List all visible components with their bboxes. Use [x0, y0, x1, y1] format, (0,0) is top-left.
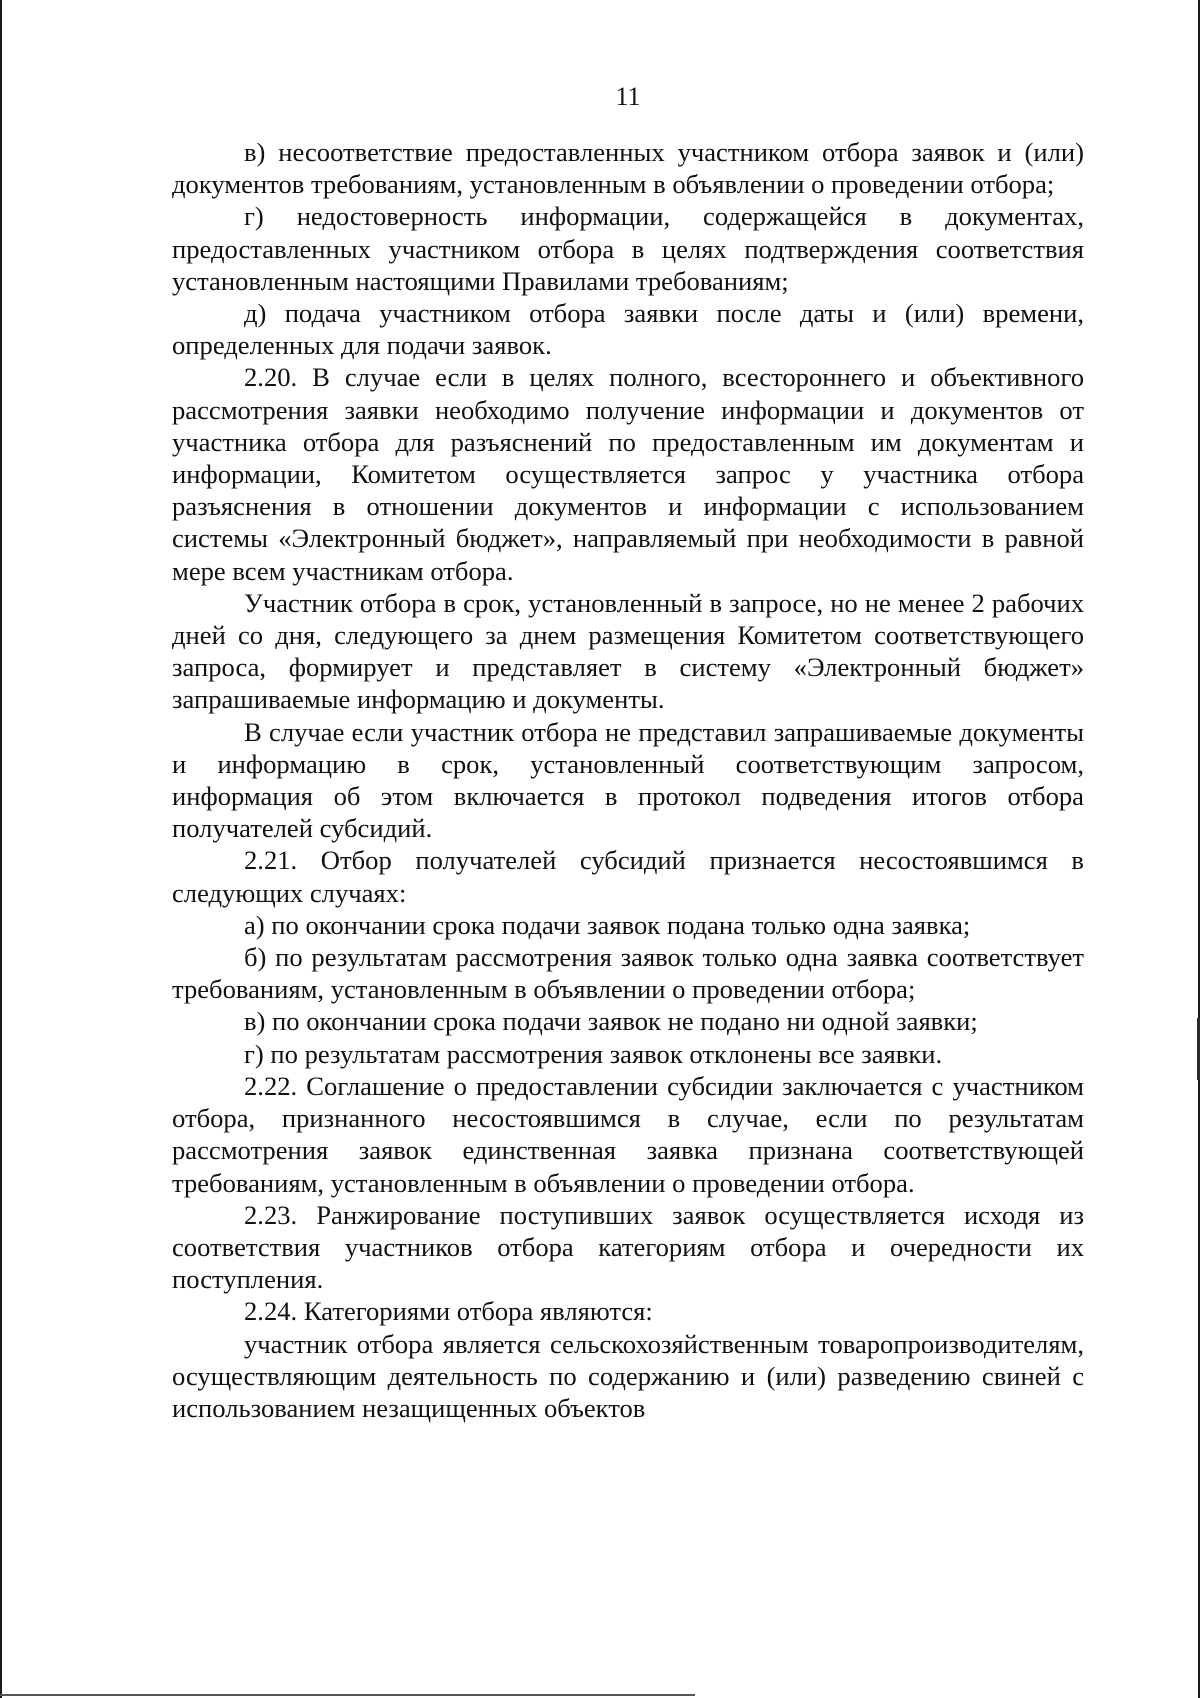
paragraph-2-20: 2.20. В случае если в целях полного, всестороннего и объективного рассмотрения заявки необходимо получение информации и документов от участника отбора для разъяснений по предоставленным им документам и информации, Комитетом осуществляется запрос у участника отбора разъяснения в отношении документов и информации с использованием системы «Электронный бюджет», направляемый при необходимости в равной мере всем участникам отбора. [172, 362, 1084, 586]
paragraph-category: участник отбора является сельскохозяйственным товаропроизводителям, осуществляющим деятельность по содержанию и (или) разведению свиней с использованием незащищенных объектов [172, 1328, 1084, 1423]
paragraph-2-21: 2.21. Отбор получателей субсидий признается несостоявшимся в следующих случаях: [172, 845, 1084, 908]
paragraph-participant-deadline: Участник отбора в срок, установленный в запросе, но не менее 2 рабочих дней со дня, следующего за днем размещения Комитетом соответствующего запроса, формирует и представляет в систему «Электронный бюджет» запрашиваемые информацию и документы. [172, 587, 1084, 715]
paragraph-item-d: д) подача участником отбора заявки после даты и (или) времени, определенных для подачи заявок. [172, 298, 1084, 361]
paragraph-item-v: в) несоответствие предоставленных участником отбора заявок и (или) документов требованиям, установленным в объявлении о проведении отбора; [172, 137, 1084, 200]
paragraph-2-24: 2.24. Категориями отбора являются: [244, 1296, 653, 1327]
document-body [172, 136, 1084, 1424]
paragraph-not-submitted: В случае если участник отбора не представил запрашиваемые документы и информацию в срок, установленный соответствующим запросом, информация об этом включается в протокол подведения итогов отбора получателей субсидий. [172, 716, 1084, 844]
page-number: 11 [615, 82, 641, 111]
paragraph-case-g: г) по результатам рассмотрения заявок отклонены все заявки. [244, 1038, 943, 1069]
paragraph-case-a: а) по окончании срока подачи заявок подана только одна заявка; [244, 909, 971, 940]
paragraph-2-23: 2.23. Ранжирование поступивших заявок осуществляется исходя из соответствия участников отбора категориям отбора и очередности их поступления. [172, 1199, 1084, 1295]
scan-edge-left [0, 0, 2, 1698]
paragraph-case-v: в) по окончании срока подачи заявок не подано ни одной заявки; [244, 1006, 978, 1037]
paragraph-item-g: г) недостоверность информации, содержащейся в документах, предоставленных участником отбора в целях подтверждения соответствия установленным настоящими Правилами требованиям; [172, 201, 1084, 296]
paragraph-2-22: 2.22. Соглашение о предоставлении субсидии заключается с участником отбора, признанного несостоявшимся в случае, если по результатам рассмотрения заявок единственная заявка признана соответствующей требованиям, установленным в объявлении о проведении отбора. [172, 1070, 1084, 1198]
paragraph-case-b: б) по результатам рассмотрения заявок только одна заявка соответствует требованиям, установленным в объявлении о проведении отбора; [172, 942, 1084, 1005]
scan-edge-bottom [0, 1694, 695, 1696]
